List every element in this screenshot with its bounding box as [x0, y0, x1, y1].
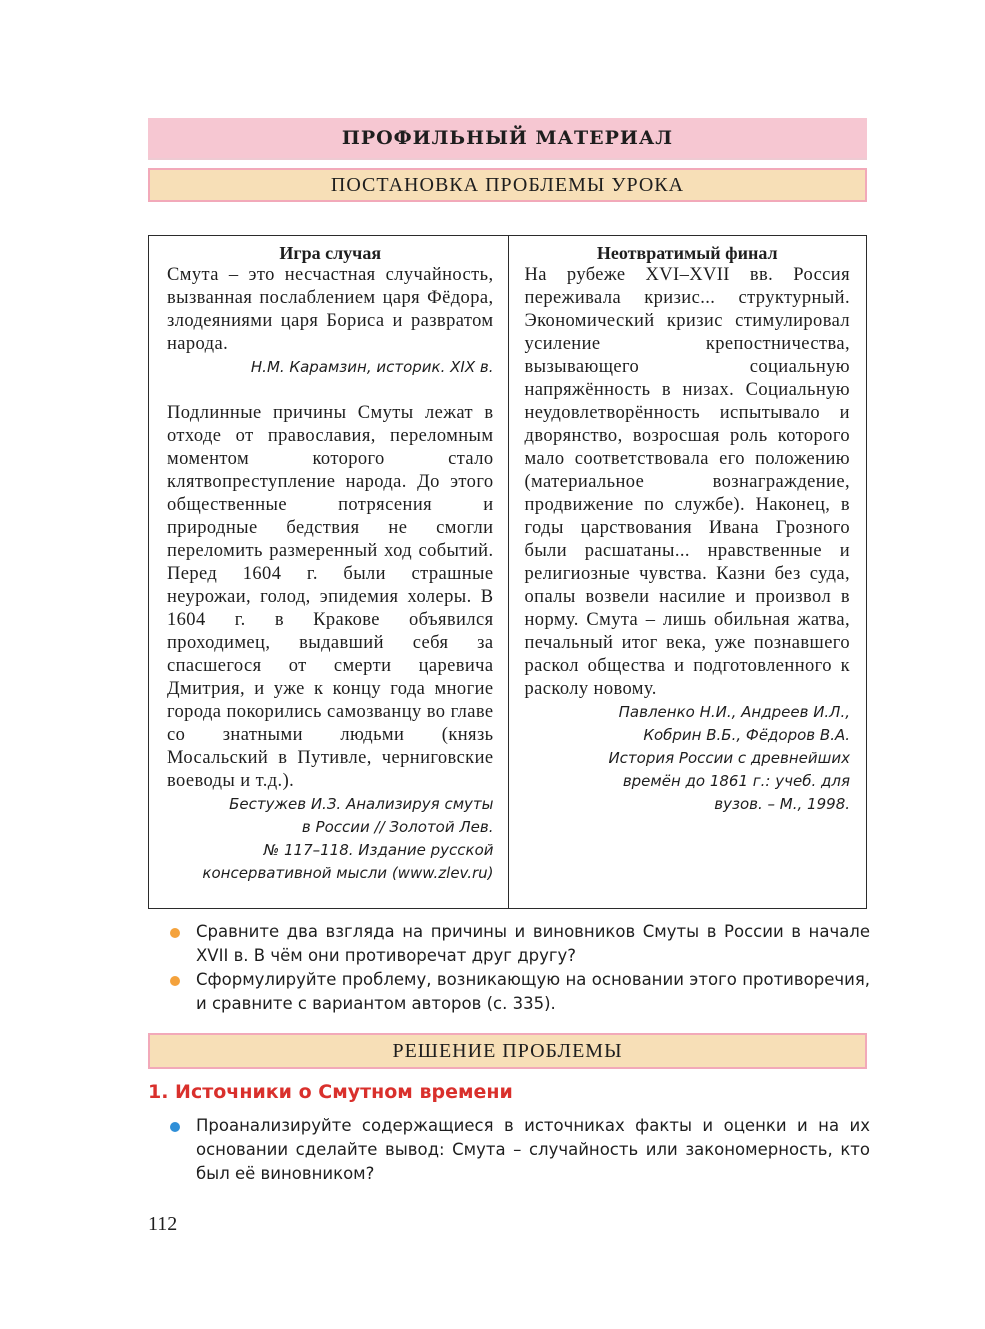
- karamzin-quote: Смута – это несчастная случайность, вызванная послаблением царя Фёдора, злодеяниями царя Бориса и развратом народа.: [167, 265, 494, 354]
- profile-material-title: ПРОФИЛЬНЫЙ МАТЕРИАЛ: [341, 127, 674, 149]
- bullet-icon: [170, 928, 180, 938]
- citation-line: № 117–118. Издание русской: [263, 841, 494, 859]
- list-item: [170, 968, 870, 1016]
- profile-material-band: [148, 118, 867, 158]
- bullet-icon: [170, 976, 180, 986]
- bullet-icon: [170, 1122, 180, 1132]
- pavlenko-citation: [525, 701, 851, 816]
- citation-line: Павленко Н.И., Андреев И.Л.,: [618, 703, 850, 721]
- pavlenko-quote: На рубеже XVI–XVII вв. Россия переживала кризис... структурный. Экономический кризис стимулировал усиление крепостничества, вызывающего социальную напряжённость в низах. Социальную неудовлетворённость испытывало и дворянство, возросшая роль которого мало соответствовала его положению (материальное вознаграждение, продвижение по службе). Наконец, в годы царствования Ивана Грозного были расшатаны... нравственные и религиозные чувства. Казни без суда, опалы возвели насилие и произвол в норму. Смута – лишь обильная жатва, печальный итог века, уже познавшего раскол общества и подготовленного к расколу новому.: [524, 265, 850, 699]
- solution-band: [148, 1033, 867, 1069]
- problem-statement-title: ПОСТАНОВКА ПРОБЛЕМЫ УРОКА: [330, 173, 685, 196]
- spacer: [167, 379, 494, 402]
- question-text: Сравните два взгляда на причины и виновников Смуты в России в начале XVII в. В чём они противоречат друг другу?: [196, 922, 870, 965]
- left-viewpoint-column: [149, 236, 508, 908]
- citation-line: История России с древнейших: [608, 749, 850, 767]
- citation-line: Кобрин В.Б., Фёдоров В.А.: [643, 726, 850, 744]
- question-text: Сформулируйте проблему, возникающую на основании этого противоречия, и сравните с вариантом авторов (с. 335).: [196, 970, 870, 1013]
- section-heading: 1. Источники о Смутном времени: [148, 1081, 513, 1103]
- citation-line: Бестужев И.З. Анализируя смуты: [229, 795, 494, 813]
- right-viewpoint-column: [508, 236, 867, 908]
- solution-title: РЕШЕНИЕ ПРОБЛЕМЫ: [392, 1039, 623, 1062]
- list-item: [170, 920, 870, 968]
- citation-line: времён до 1861 г.: учеб. для: [622, 772, 850, 790]
- list-item: [170, 1114, 870, 1186]
- bestuzhev-citation: [167, 793, 494, 885]
- citation-line: вузов. – М., 1998.: [714, 795, 850, 813]
- task-list: [170, 1114, 870, 1186]
- citation-line: в России // Золотой Лев.: [301, 818, 494, 836]
- viewpoints-table: [148, 235, 867, 909]
- right-column-title: Неотвратимый финал: [596, 243, 778, 263]
- karamzin-citation: Н.М. Карамзин, историк. XIX в.: [250, 358, 494, 376]
- left-column-title: Игра случая: [279, 243, 382, 263]
- problem-statement-band: [148, 168, 867, 202]
- bestuzhev-quote: Подлинные причины Смуты лежат в отходе от православия, переломным моментом которого стало клятвопреступление народа. До этого общественные потрясения и природные бедствия не смогли переломить размеренный ход событий. Перед 1604 г. были страшные неурожаи, голод, эпидемия холеры. В 1604 г. в Кракове объявился проходимец, выдавший себя за спасшегося от смерти царевича Дмитрия, и уже к концу года многие города покорились самозванцу во главе со знатными людьми (князь Мосальский в Путивле, черниговские воеводы и т.д.).: [167, 403, 494, 791]
- task-text: Проанализируйте содержащиеся в источниках факты и оценки и на их основании сделайте вывод: Смута – случайность или закономерность, кто был её виновником?: [196, 1116, 870, 1183]
- page-number: 112: [148, 1213, 178, 1235]
- citation-line: консервативной мысли (www.zlev.ru): [202, 864, 494, 882]
- questions-list: [170, 920, 870, 1016]
